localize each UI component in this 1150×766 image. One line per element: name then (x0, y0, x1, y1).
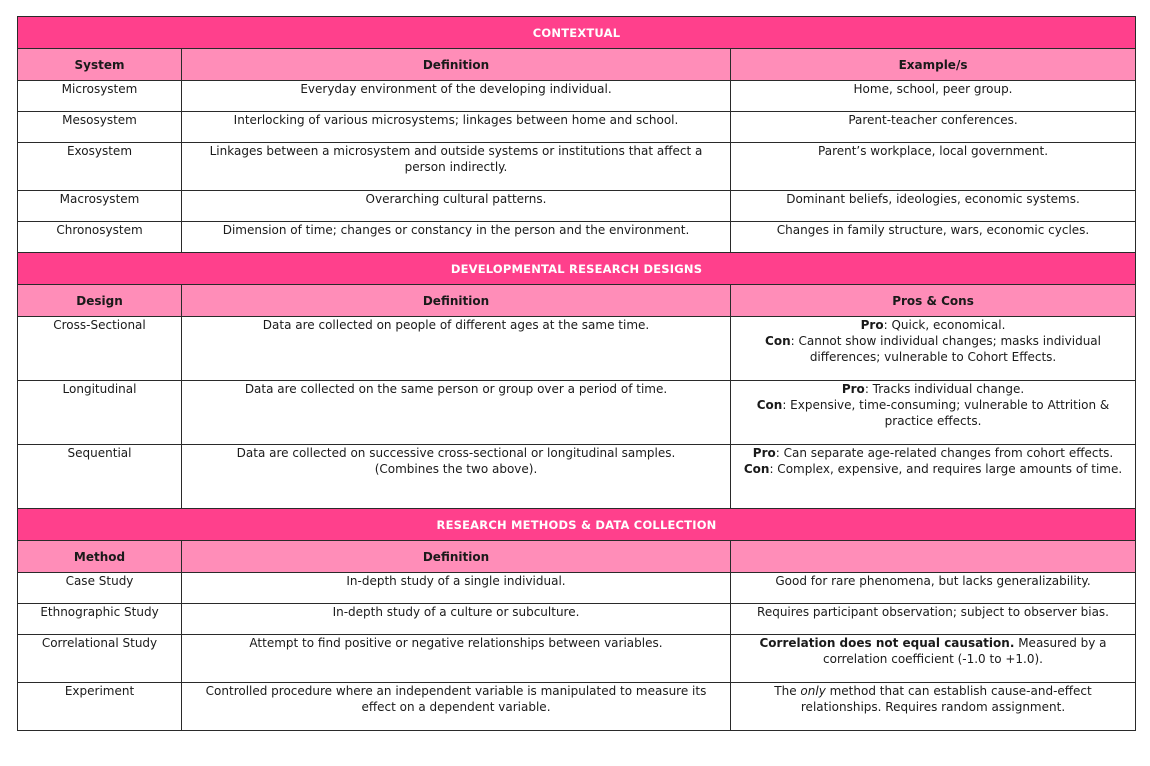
column-header: Example/s (731, 49, 1136, 81)
row-definition: In-depth study of a culture or subculture. (182, 604, 731, 635)
table-row (18, 317, 1136, 381)
table-row (18, 604, 1136, 635)
row-note (731, 635, 1136, 683)
con-text: : Cannot show individual changes; masks individual differences; vulnerable to Cohort Effects. (790, 334, 1101, 364)
column-header: System (18, 49, 182, 81)
pros-cons-cell (731, 317, 1136, 381)
column-header: Pros & Cons (731, 285, 1136, 317)
row-name: Correlational Study (18, 635, 182, 683)
row-example: Dominant beliefs, ideologies, economic systems. (731, 191, 1136, 222)
con-line (739, 397, 1127, 429)
table-row (18, 191, 1136, 222)
table-row (18, 683, 1136, 731)
con-label: Con (743, 462, 770, 476)
row-name: Longitudinal (18, 381, 182, 445)
row-definition: In-depth study of a single individual. (182, 573, 731, 604)
row-definition: Everyday environment of the developing individual. (182, 81, 731, 112)
con-text: : Complex, expensive, and requires large amounts of time. (769, 462, 1123, 476)
con-label: Con (765, 334, 791, 348)
row-definition: Data are collected on the same person or group over a period of time. (182, 381, 731, 445)
row-name: Macrosystem (18, 191, 182, 222)
column-header: Definition (182, 285, 731, 317)
column-header-row (18, 285, 1136, 317)
table-row (18, 445, 1136, 509)
row-note: Requires participant observation; subject to observer bias. (731, 604, 1136, 635)
pro-label: Pro (841, 382, 865, 396)
row-note (731, 683, 1136, 731)
pro-line (739, 445, 1127, 461)
note-emphasis: only (800, 684, 826, 698)
section-header-contextual (18, 17, 1136, 49)
note-bold: Correlation does not equal causation. (759, 636, 1015, 650)
row-name: Exosystem (18, 143, 182, 191)
pros-cons-cell (731, 445, 1136, 509)
row-definition: Overarching cultural patterns. (182, 191, 731, 222)
row-example: Home, school, peer group. (731, 81, 1136, 112)
column-header (731, 541, 1136, 573)
row-definition: Linkages between a microsystem and outside systems or institutions that affect a person indirectly. (182, 143, 731, 191)
row-name: Sequential (18, 445, 182, 509)
row-name: Chronosystem (18, 222, 182, 253)
row-name: Cross-Sectional (18, 317, 182, 381)
row-definition: Dimension of time; changes or constancy in the person and the environment. (182, 222, 731, 253)
table-row (18, 112, 1136, 143)
row-example: Changes in family structure, wars, economic cycles. (731, 222, 1136, 253)
column-header-row (18, 49, 1136, 81)
table-row (18, 222, 1136, 253)
table-row (18, 635, 1136, 683)
section-title: RESEARCH METHODS & DATA COLLECTION (18, 509, 1136, 541)
pro-text: : Tracks individual change. (864, 382, 1025, 396)
pro-text: : Quick, economical. (883, 318, 1006, 332)
con-line (739, 461, 1127, 477)
row-example: Parent’s workplace, local government. (731, 143, 1136, 191)
definition-line: Data are collected on successive cross-sectional or longitudinal samples. (236, 446, 676, 460)
row-name: Microsystem (18, 81, 182, 112)
note-text: Measured by a correlation coefficient (-1.0 to +1.0). (823, 636, 1107, 666)
row-definition (182, 445, 731, 509)
con-text: : Expensive, time-consuming; vulnerable to Attrition & practice effects. (782, 398, 1110, 428)
pro-label: Pro (860, 318, 884, 332)
row-example: Parent-teacher conferences. (731, 112, 1136, 143)
row-definition: Controlled procedure where an independent variable is manipulated to measure its effect on a dependent variable. (182, 683, 731, 731)
con-label: Con (756, 398, 783, 412)
column-header-row (18, 541, 1136, 573)
section-title: CONTEXTUAL (18, 17, 1136, 49)
column-header: Definition (182, 49, 731, 81)
row-name: Experiment (18, 683, 182, 731)
row-definition: Attempt to find positive or negative relationships between variables. (182, 635, 731, 683)
table-row (18, 81, 1136, 112)
pros-cons-cell (731, 381, 1136, 445)
pro-line (739, 381, 1127, 397)
row-name: Ethnographic Study (18, 604, 182, 635)
column-header: Definition (182, 541, 731, 573)
row-definition: Data are collected on people of different ages at the same time. (182, 317, 731, 381)
row-name: Case Study (18, 573, 182, 604)
section-header-designs (18, 253, 1136, 285)
table-row (18, 381, 1136, 445)
table-row (18, 143, 1136, 191)
con-line (739, 333, 1127, 365)
row-definition: Interlocking of various microsystems; linkages between home and school. (182, 112, 731, 143)
pro-line (739, 317, 1127, 333)
note-prefix: The (774, 684, 801, 698)
pro-text: : Can separate age-related changes from cohort effects. (775, 446, 1114, 460)
column-header: Design (18, 285, 182, 317)
section-header-methods (18, 509, 1136, 541)
section-title: DEVELOPMENTAL RESEARCH DESIGNS (18, 253, 1136, 285)
pro-label: Pro (752, 446, 776, 460)
row-name: Mesosystem (18, 112, 182, 143)
row-note: Good for rare phenomena, but lacks generalizability. (731, 573, 1136, 604)
column-header: Method (18, 541, 182, 573)
summary-table (17, 16, 1136, 731)
note-text: method that can establish cause-and-effect relationships. Requires random assignment. (800, 684, 1092, 714)
definition-line: (Combines the two above). (374, 462, 538, 476)
table-row (18, 573, 1136, 604)
